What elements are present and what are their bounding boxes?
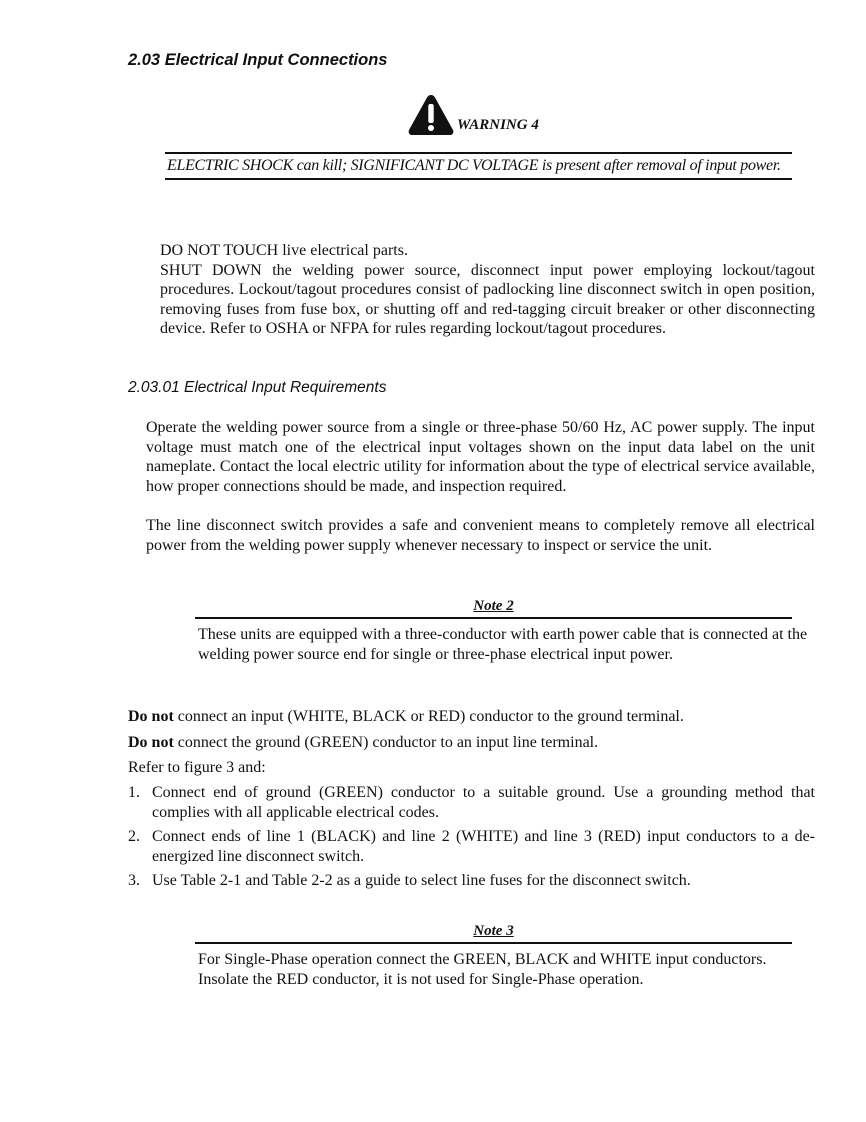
- step-number: 3.: [128, 872, 140, 889]
- caution-body: SHUT DOWN the welding power source, disconnect input power employing lockout/tagout procedures. Lockout/tagout procedures consist of padlocking line disconnect switch in open position, removing fuses from fuse box, or shutting off and red-tagging circuit breaker or other disconnecting device. Refer to OSHA or NFPA for rules regarding lockout/tagout procedures.: [160, 261, 815, 338]
- note-2-title: Note 2: [473, 598, 514, 614]
- instruction-line-2: [128, 733, 598, 753]
- list-item: [128, 827, 815, 866]
- list-item: [128, 783, 815, 822]
- note-3-text: For Single-Phase operation connect the GREEN, BLACK and WHITE input conductors. Insolate the RED conductor, it is not used for Single-Phase operation.: [198, 951, 767, 988]
- warning-label: WARNING 4: [457, 117, 539, 133]
- instruction-line-3: Refer to figure 3 and:: [128, 759, 266, 776]
- step-text: Connect end of ground (GREEN) conductor to a suitable ground. Use a grounding method that complies with all applicable electrical codes.: [152, 784, 815, 821]
- subsection-title: 2.03.01 Electrical Input Requirements: [128, 379, 387, 396]
- instruction-line-1-emphasis: Do not: [128, 708, 174, 725]
- step-text: Use Table 2-1 and Table 2-2 as a guide to select line fuses for the disconnect switch.: [152, 872, 691, 889]
- warning-box: [165, 152, 792, 180]
- steps-list: [128, 783, 815, 896]
- instruction-line-2-text: connect the ground (GREEN) conductor to an input line terminal.: [173, 734, 599, 751]
- instruction-line-2-emphasis: Do not: [128, 734, 174, 751]
- note-2-text: These units are equipped with a three-conductor with earth power cable that is connected at the welding power source end for single or three-phase electrical input power.: [198, 626, 808, 663]
- requirements-paragraph-1: Operate the welding power source from a single or three-phase 50/60 Hz, AC power supply. The input voltage must match one of the electrical input voltages shown on the input data label on the unit nameplate. Contact the local electric utility for information about the type of electrical service available, how proper connections should be made, and inspection required.: [146, 419, 815, 495]
- instruction-line-1: [128, 707, 684, 727]
- warning-text: ELECTRIC SHOCK can kill; SIGNIFICANT DC VOLTAGE is present after removal of input power.: [167, 157, 781, 174]
- list-item: [128, 871, 815, 891]
- note-2-rule: [195, 617, 792, 619]
- step-number: 2.: [128, 828, 140, 845]
- warning-triangle-icon: [408, 94, 454, 136]
- section-title: 2.03 Electrical Input Connections: [128, 51, 388, 69]
- step-text: Connect ends of line 1 (BLACK) and line 2 (WHITE) and line 3 (RED) input conductors to a de-energized line disconnect switch.: [152, 828, 815, 865]
- note-3-title: Note 3: [473, 923, 514, 939]
- requirements-paragraph-2: The line disconnect switch provides a safe and convenient means to completely remove all electrical power from the welding power supply whenever necessary to inspect or service the unit.: [146, 517, 815, 554]
- step-number: 1.: [128, 784, 140, 801]
- caution-line: DO NOT TOUCH live electrical parts.: [160, 242, 408, 259]
- note-3-rule: [195, 942, 792, 944]
- instruction-line-1-text: connect an input (WHITE, BLACK or RED) conductor to the ground terminal.: [173, 708, 684, 725]
- caution-paragraph: [160, 241, 815, 339]
